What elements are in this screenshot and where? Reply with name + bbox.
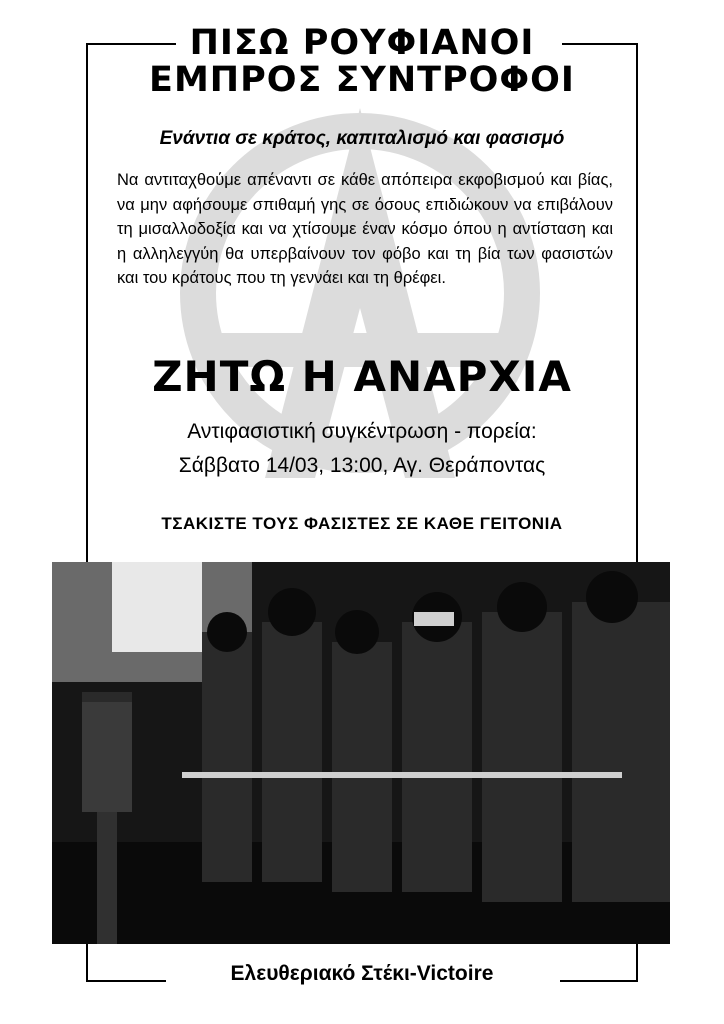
title-line-2: ΕΜΠΡΟΣ ΣΥΝΤΡΟΦΟΙ [149, 60, 575, 100]
footer-signature [0, 962, 724, 986]
frame-right-line [636, 43, 638, 563]
frame-left-line [86, 43, 88, 563]
event-line-2: Σάββατο 14/03, 13:00, Αγ. Θεράποντας [178, 454, 546, 477]
police-line-illustration [52, 562, 670, 944]
body-paragraph: Να αντιταχθούμε απέναντι σε κάθε απόπειρα εκφοβισμού και βίας, να μην αφήσουμε σπιθαμή γης σε όσους επιδιώκουν να επιβάλουν τη μισαλλοδοξία και να χτίσουμε έναν κόσμο όπου η αντίσταση και η αλληλεγγύη θα υπερβαίνουν τον φόβο και τη βία των φασιστών και του κράτους που τη γεννάει και τη θρέφει. [117, 171, 613, 287]
event-line-1: Αντιφασιστική συγκέντρωση - πορεία: [187, 420, 537, 443]
police-line-photo [52, 562, 670, 944]
title-line-1-text: ΠΙΣΩ ΡΟΥΦΙΑΝΟΙ [180, 23, 545, 63]
call-to-action: ΤΣΑΚΙΣΤΕ ΤΟΥΣ ΦΑΣΙΣΤΕΣ ΣΕ ΚΑΘΕ ΓΕΙΤΟΝΙΑ [161, 514, 563, 533]
slogan-heading: ΖΗΤΩ Η ΑΝΑΡΧΙΑ [152, 352, 572, 401]
subtitle: Ενάντια σε κράτος, καπιταλισμό και φασισμό [159, 128, 565, 149]
title-line-1 [0, 23, 724, 63]
footer-text: Ελευθεριακό Στέκι-Victoire [223, 962, 502, 985]
